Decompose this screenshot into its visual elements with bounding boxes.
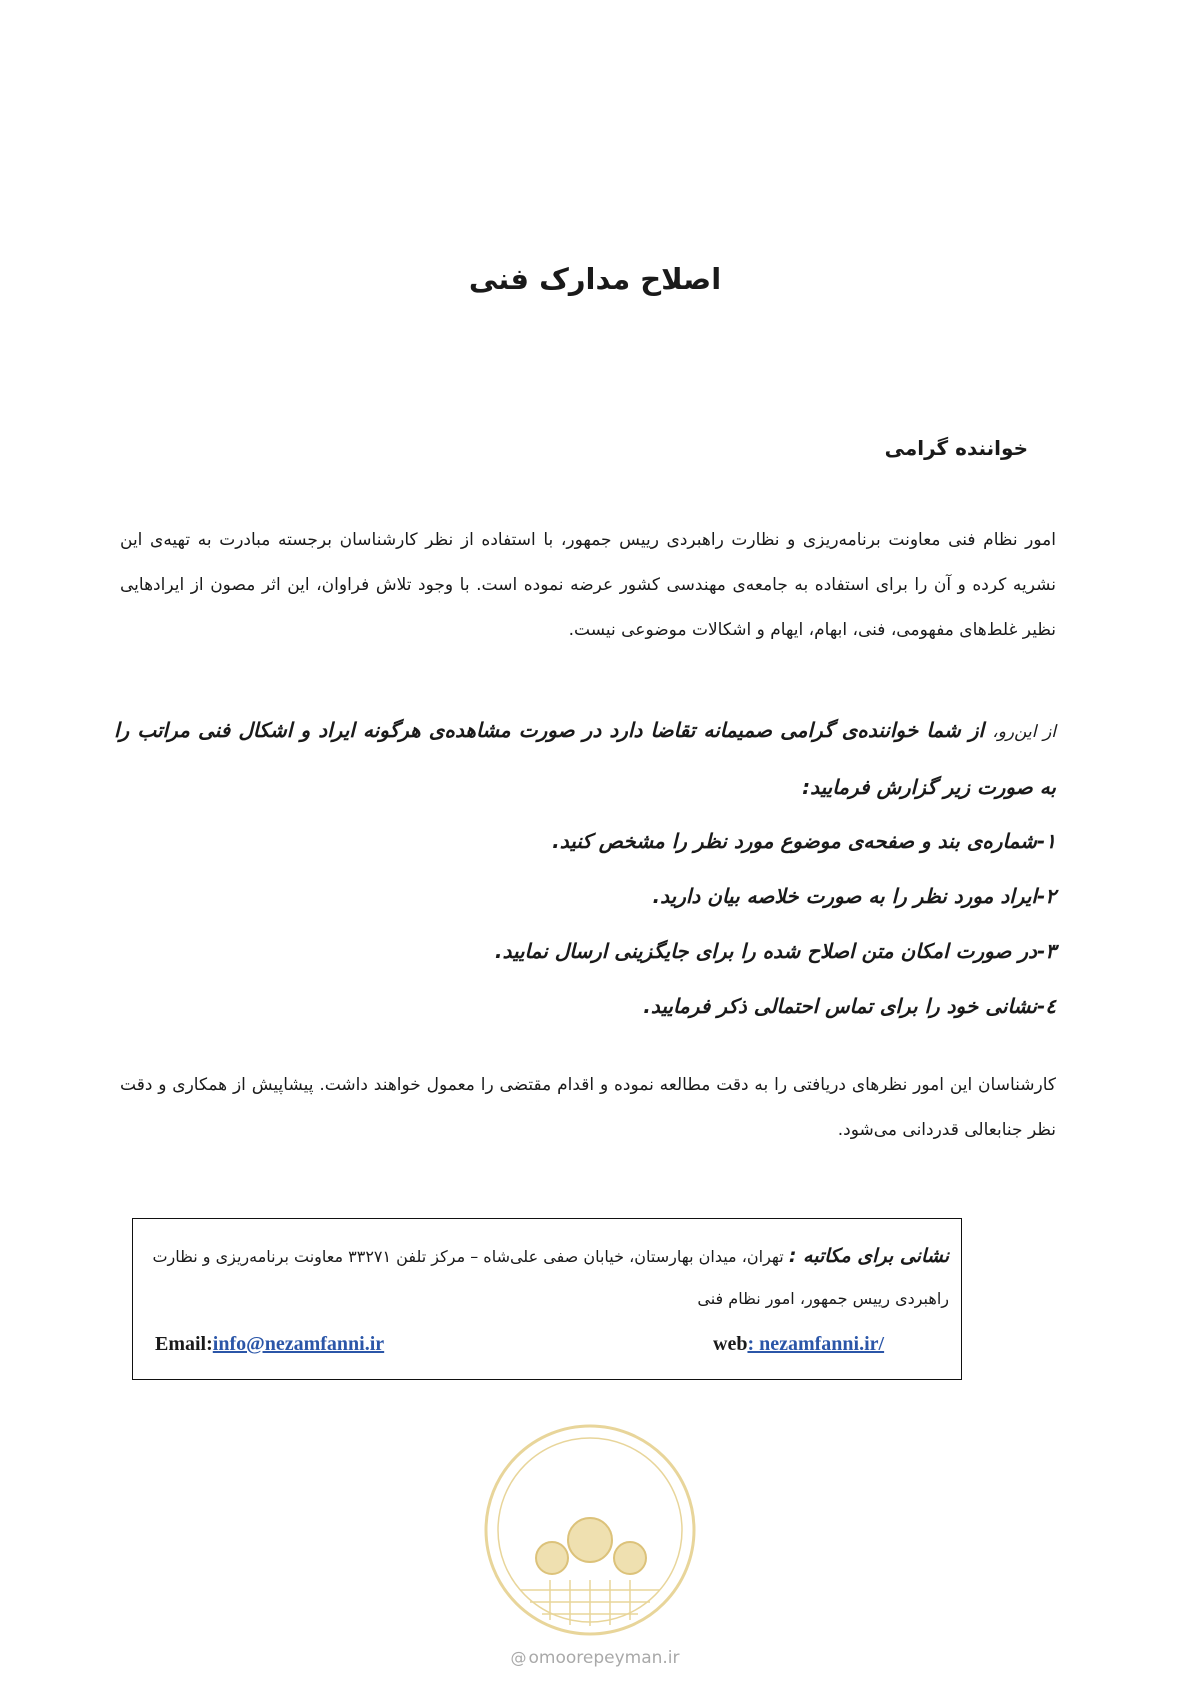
request-paragraph [114, 703, 1056, 815]
email-line [155, 1333, 384, 1356]
email-label: Email: [155, 1333, 213, 1355]
at-icon: @ [510, 1648, 527, 1667]
web-link[interactable]: : nezamfanni.ir/ [747, 1333, 885, 1355]
contact-address-text: تهران، میدان بهارستان، خیابان صفی علی‌شاه – مرکز تلفن ۳۳۲۷۱ معاونت برنامه‌ریزی و نظارت راهبردی رییس جمهور، امور نظام فنی [152, 1247, 949, 1308]
web-line [713, 1333, 884, 1356]
greeting-heading: خواننده گرامی [884, 436, 1028, 460]
closing-paragraph: کارشناسان این امور نظرهای دریافتی را به دقت مطالعه نموده و اقدام مقتضی را معمول خواهند داشت. پیشاپیش از همکاری و دقت نظر جنابعالی قدردانی می‌شود. [120, 1075, 1056, 1140]
step-item: ٤-نشانی خود را برای تماس احتمالی ذکر فرمایید. [643, 994, 1056, 1018]
contact-box [132, 1218, 962, 1380]
seal-logo-icon [480, 1420, 700, 1640]
request-lead: از این‌رو، [992, 722, 1056, 742]
web-label: web [713, 1333, 748, 1355]
steps-list [495, 814, 1056, 1034]
intro-paragraph: امور نظام فنی معاونت برنامه‌ریزی و نظارت راهبردی رییس جمهور، با استفاده از نظر کارشناسان برجسته مبادرت به تهیه‌ی این نشریه کرده و آن را برای استفاده به جامعه‌ی مهندسی کشور عرضه نموده است. با وجود تلاش فراوان، این اثر مصون از ایرادهایی نظیر غلط‌های مفهومی، فنی، ابهام، ایهام و اشکالات موضوعی نیست. [120, 530, 1056, 640]
contact-label: نشانی برای مکاتبه : [788, 1245, 949, 1267]
watermark-seal [480, 1420, 700, 1640]
step-item: ۳-در صورت امکان متن اصلاح شده را برای جایگزینی ارسال نمایید. [494, 939, 1056, 963]
contact-address [149, 1235, 949, 1320]
watermark-site-text: omoorepeyman.ir [528, 1648, 680, 1668]
page-title: اصلاح مدارک فنی [468, 262, 722, 296]
request-body: از شما خواننده‌ی گرامی صمیمانه تقاضا دارد در صورت مشاهده‌ی هرگونه ایراد و اشکال فنی مراتب را به صورت زیر گزارش فرمایید: [114, 718, 1056, 799]
step-item: ۲-ایراد مورد نظر را به صورت خلاصه بیان دارید. [652, 884, 1056, 908]
step-item: ۱-شماره‌ی بند و صفحه‌ی موضوع مورد نظر را مشخص کنید. [552, 829, 1056, 853]
email-link[interactable]: info@nezamfanni.ir [212, 1333, 385, 1355]
watermark-site [0, 1648, 1190, 1668]
